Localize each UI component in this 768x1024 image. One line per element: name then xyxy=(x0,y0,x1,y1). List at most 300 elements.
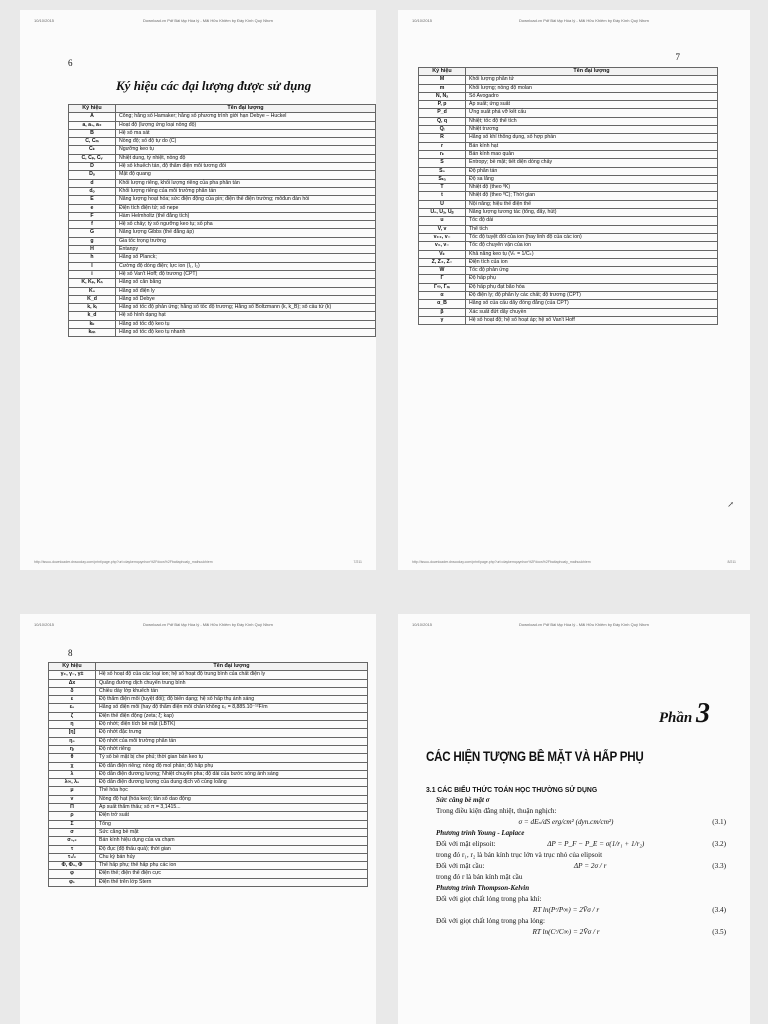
page-9 xyxy=(398,614,750,1024)
table-row xyxy=(69,279,376,287)
symbol-cell: Γ xyxy=(419,275,466,283)
header-date: 10/10/2015 xyxy=(34,622,55,627)
name-cell: Hằng số tốc độ keo tụ xyxy=(116,320,376,328)
footer-page: 8/211 xyxy=(727,560,736,564)
symbol-cell: C, Cₘ xyxy=(69,138,116,146)
page-header xyxy=(34,622,362,627)
footer-url: http://issuu-downloader.dnscoday.com/print/page.php?url=daykemquynhon%2Fdocs%2Fbaitaphoaly_maihuukhiem xyxy=(34,560,213,564)
symbol-cell: dₒ xyxy=(69,187,116,195)
equation-number: (3.2) xyxy=(712,840,726,848)
name-cell: Điện trở suất xyxy=(96,812,368,820)
page-header xyxy=(34,18,362,23)
symbol-cell: v₊, v₋ xyxy=(419,242,466,250)
name-cell: Năng lượng Gibbs (thế đẳng áp) xyxy=(116,229,376,237)
table-row xyxy=(69,129,376,137)
paragraph: Đối với mặt cầu: xyxy=(436,862,485,870)
name-cell: Hệ số hình dạng hạt xyxy=(116,312,376,320)
table-row xyxy=(419,109,718,117)
symbol-cell: R xyxy=(419,134,466,142)
header-title: Download.vn Pdf Bài tập Hóa lý - Mãi Hữu Khiêm by Đáy Kính Quý Nhơn xyxy=(143,622,274,627)
table-row xyxy=(49,804,368,812)
symbol-cell: d xyxy=(69,179,116,187)
symbol-cell: Vₖ xyxy=(419,250,466,258)
name-cell: Điện tích điện tử; số nepe xyxy=(116,204,376,212)
table-row xyxy=(419,150,718,158)
table-row xyxy=(49,721,368,729)
paragraph: Đối với mặt elipsoit: xyxy=(436,840,496,848)
symbol-cell: Q, q xyxy=(419,117,466,125)
symbol-cell: k_d xyxy=(69,312,116,320)
symbol-cell: T xyxy=(419,184,466,192)
page-title: Ký hiệu các đại lượng được sử dụng xyxy=(116,78,312,93)
name-cell: Entropy; bề mặt; tiết diện dòng chảy xyxy=(466,159,718,167)
symbol-cell: K₀ xyxy=(69,287,116,295)
symbol-cell: V, v xyxy=(419,225,466,233)
name-cell: Tốc độ tuyệt đối của ion (hay linh độ của các ion) xyxy=(466,233,718,241)
name-cell: Điện thế; điện thế điện cực xyxy=(96,870,368,878)
page-number: 7 xyxy=(675,52,680,62)
symbol-cell: Γ∞, Γₘ xyxy=(419,283,466,291)
table-row xyxy=(419,184,718,192)
equation xyxy=(426,817,726,828)
name-cell: Độ thẩm điện môi (tuyệt đối); độ biến dạng; hệ số hấp thụ ánh sáng xyxy=(96,696,368,704)
symbol-cell: α xyxy=(419,292,466,300)
symbol-cell: θ xyxy=(49,754,96,762)
table-row xyxy=(69,221,376,229)
table-row xyxy=(69,121,376,129)
table-row xyxy=(49,671,368,679)
col-name: Tên đại lượng xyxy=(116,105,376,113)
table-row xyxy=(49,845,368,853)
name-cell: Hằng số điện môi (hay độ thẩm điện môi chân không ε₀ = 8,885.10⁻¹²F/m xyxy=(96,704,368,712)
name-cell: Ứng suất phá vỡ kết cấu xyxy=(466,109,718,117)
equation xyxy=(426,927,726,938)
equation-formula: ΔP = P_F − P_E = σ(1/r₁ + 1/r₂) xyxy=(547,840,645,848)
table-row xyxy=(69,254,376,262)
name-cell: Chiều dày lớp khuếch tán xyxy=(96,687,368,695)
symbol-cell: μ xyxy=(49,787,96,795)
name-cell: Hằng số điện ly xyxy=(116,287,376,295)
symbol-cell: i xyxy=(69,270,116,278)
symbol-table xyxy=(418,67,718,325)
table-row xyxy=(69,163,376,171)
name-cell: Hệ số chảy; tỷ số ngưỡng keo tụ; số pha xyxy=(116,221,376,229)
symbol-cell: ηᵣ xyxy=(49,745,96,753)
table-row xyxy=(49,754,368,762)
name-cell: Độ sa lắng xyxy=(466,175,718,183)
table-row xyxy=(49,853,368,861)
header-title: Download.vn Pdf Bài tập Hóa lý - Mãi Hữu Khiêm by Đáy Kính Quý Nhơn xyxy=(519,622,650,627)
table-row xyxy=(419,175,718,183)
name-cell: Hoạt độ (lượng ứng loại nồng độ) xyxy=(116,121,376,129)
table-row xyxy=(419,275,718,283)
symbol-cell: ρ xyxy=(49,812,96,820)
symbol-cell: S xyxy=(419,159,466,167)
symbol-cell: N, Nₐ xyxy=(419,92,466,100)
name-cell: Hằng số của cấu dãy đồng đẳng (của CPT) xyxy=(466,300,718,308)
equation-formula: ΔP = 2σ / r xyxy=(573,862,607,870)
subheading: Sức căng bề mặt σ xyxy=(436,796,490,804)
table-row xyxy=(419,126,718,134)
page-footer xyxy=(34,560,362,564)
symbol-cell: M xyxy=(419,76,466,84)
name-cell: Độ đục (độ thấu quá); thời gian xyxy=(96,845,368,853)
table-row xyxy=(49,878,368,886)
name-cell: Thế hấp phụ; thế hấp phụ các ion xyxy=(96,862,368,870)
symbol-cell: Z, Z₊, Z₋ xyxy=(419,258,466,266)
table-row xyxy=(49,729,368,737)
table-row xyxy=(49,820,368,828)
symbol-cell: E xyxy=(69,196,116,204)
page-number: 8 xyxy=(68,648,73,658)
table-row xyxy=(69,154,376,162)
table-row xyxy=(419,267,718,275)
symbol-cell: m xyxy=(419,84,466,92)
footer-url: http://issuu-downloader.dnscoday.com/print/page.php?url=daykemquynhon%2Fdocs%2Fbaitaphoaly_maihuukhiem xyxy=(412,560,591,564)
symbol-cell: W xyxy=(419,267,466,275)
page-header xyxy=(412,18,736,23)
symbol-cell: k, kᵢ xyxy=(69,304,116,312)
header-title: Download.vn Pdf Bài tập Hóa lý - Mãi Hữu Khiêm by Đáy Kính Quý Nhơn xyxy=(519,18,650,23)
col-symbol: Ký hiệu xyxy=(419,68,466,76)
page-mark: ↗ xyxy=(727,500,734,509)
name-cell: Điện tích của ion xyxy=(466,258,718,266)
table-row xyxy=(419,142,718,150)
equation-number: (3.5) xyxy=(712,928,726,936)
name-cell: Khối lượng; nồng độ molan xyxy=(466,84,718,92)
table-row xyxy=(69,146,376,154)
name-cell: Quãng đường dịch chuyển trung bình xyxy=(96,679,368,687)
header-title: Download.vn Pdf Bài tập Hóa lý - Mãi Hữu Khiêm by Đáy Kính Quý Nhơn xyxy=(143,18,274,23)
name-cell: Hằng số Planck; xyxy=(116,254,376,262)
name-cell: Bán kính mao quản xyxy=(466,150,718,158)
symbol-cell: P_d xyxy=(419,109,466,117)
table-row xyxy=(69,295,376,303)
name-cell: Nội năng; hiệu thế điện thế xyxy=(466,200,718,208)
equation-number: (3.1) xyxy=(712,818,726,826)
section-heading: 3.1 CÁC BIỂU THỨC TOÁN HỌC THƯỜNG SỬ DỤNG xyxy=(426,785,598,794)
symbol-cell: Qᵢ xyxy=(419,126,466,134)
symbol-cell: h xyxy=(69,254,116,262)
symbol-cell: γ₊, γ₋, γ± xyxy=(49,671,96,679)
symbol-cell: u xyxy=(419,217,466,225)
name-cell: Tốc độ dài xyxy=(466,217,718,225)
page-number: 6 xyxy=(68,58,73,68)
name-cell: Mật độ quang xyxy=(116,171,376,179)
symbol-cell: A xyxy=(69,113,116,121)
symbol-cell: Dₒ xyxy=(69,171,116,179)
table-row xyxy=(419,292,718,300)
symbol-cell: C, Cₚ, Cᵥ xyxy=(69,154,116,162)
table-row xyxy=(69,329,376,337)
table-row xyxy=(69,237,376,245)
symbol-cell: Σ xyxy=(49,820,96,828)
name-cell: Hằng số khí thông dụng, số hợp phần xyxy=(466,134,718,142)
table-row xyxy=(49,837,368,845)
table-row xyxy=(419,117,718,125)
col-symbol: Ký hiệu xyxy=(69,105,116,113)
equation-formula: RT ln(Cʳ/C∞) = 2V̄σ / r xyxy=(532,928,600,936)
symbol-cell: kₙₕ xyxy=(69,329,116,337)
name-cell: Nhiệt độ (theo ºK) xyxy=(466,184,718,192)
part-number: 3 xyxy=(696,698,710,729)
table-row xyxy=(69,113,376,121)
name-cell: Thể tích xyxy=(466,225,718,233)
table-row xyxy=(419,134,718,142)
name-cell: Thế hóa học xyxy=(96,787,368,795)
table-row xyxy=(419,242,718,250)
symbol-cell: η xyxy=(49,721,96,729)
table-row xyxy=(69,287,376,295)
name-cell: Hằng số tốc độ keo tụ nhanh xyxy=(116,329,376,337)
name-cell: Khối lượng riêng, khối lượng riêng của pha phân tán xyxy=(116,179,376,187)
name-cell: Độ nhớt đặc trưng xyxy=(96,729,368,737)
name-cell: Độ hấp phụ đạt bão hòa xyxy=(466,283,718,291)
symbol-cell: t xyxy=(419,192,466,200)
name-cell: Chu kỳ bán hủy xyxy=(96,853,368,861)
symbol-cell: Cₖ xyxy=(69,146,116,154)
name-cell: Nồng độ; số độ tự do (C) xyxy=(116,138,376,146)
table-row xyxy=(49,712,368,720)
name-cell: Bán kính hạt xyxy=(466,142,718,150)
table-row xyxy=(419,308,718,316)
name-cell: Tỷ số bề mặt bị che phủ; thời gian bán keo tụ xyxy=(96,754,368,762)
table-row xyxy=(49,745,368,753)
symbol-cell: ε xyxy=(49,696,96,704)
paragraph: trong đó r là bán kính mặt cầu xyxy=(436,873,523,881)
paragraph: trong đó r₁, r₂ là bán kính trục lớn và trục nhỏ của elipsoit xyxy=(436,851,603,859)
symbol-cell: δ xyxy=(49,687,96,695)
table-row xyxy=(49,828,368,836)
table-row xyxy=(69,187,376,195)
symbol-cell: kₖ xyxy=(69,320,116,328)
name-cell: Năng lượng hoạt hóa; sức điện động của pin; điện thế điện trường; môđun đàn hồi xyxy=(116,196,376,204)
name-cell: Nhiệt; tốc độ thể tích xyxy=(466,117,718,125)
table-row xyxy=(69,304,376,312)
footer-page: 7/211 xyxy=(353,560,362,564)
col-name: Tên đại lượng xyxy=(96,663,368,671)
symbol-cell: η₀ xyxy=(49,737,96,745)
table-row xyxy=(419,217,718,225)
name-cell: Độ dẫn điện đương lượng; Nhiệt chuyển pha; độ dài của bước sóng ánh sáng xyxy=(96,770,368,778)
symbol-cell: a, a₁, a₊ xyxy=(69,121,116,129)
table-row xyxy=(419,225,718,233)
name-cell: Độ dẫn điện đương lượng của dung dịch vô cùng loãng xyxy=(96,779,368,787)
symbol-cell: S₀ xyxy=(419,167,466,175)
name-cell: Tốc độ phản ứng xyxy=(466,267,718,275)
name-cell: Độ hấp phụ xyxy=(466,275,718,283)
symbol-cell: φ₁ xyxy=(49,878,96,886)
header-date: 10/10/2015 xyxy=(412,622,433,627)
name-cell: Nồng độ hạt (hóa keo); tần số dao động xyxy=(96,795,368,803)
table-row xyxy=(69,229,376,237)
table-row xyxy=(69,212,376,220)
name-cell: Hằng số Debye xyxy=(116,295,376,303)
table-row xyxy=(49,770,368,778)
name-cell: Số Avogadro xyxy=(466,92,718,100)
name-cell: Hằng số cân bằng xyxy=(116,279,376,287)
name-cell: Hệ số hoạt độ; hệ số hoạt áp; hệ số Van't Hoff xyxy=(466,316,718,324)
col-symbol: Ký hiệu xyxy=(49,663,96,671)
table-row xyxy=(419,92,718,100)
table-row xyxy=(419,209,718,217)
table-row xyxy=(69,196,376,204)
symbol-cell: λ xyxy=(49,770,96,778)
symbol-cell: τ₁/₂ xyxy=(49,853,96,861)
table-row xyxy=(49,795,368,803)
name-cell: Nhiệt dung, tỷ nhiệt, nồng độ xyxy=(116,154,376,162)
equation xyxy=(426,839,726,850)
table-row xyxy=(419,258,718,266)
name-cell: Cường độ dòng điện; lực ion (I₁, I₂) xyxy=(116,262,376,270)
table-row xyxy=(69,179,376,187)
table-row xyxy=(69,270,376,278)
table-row xyxy=(419,283,718,291)
symbol-cell: r xyxy=(419,142,466,150)
symbol-cell: σ xyxy=(49,828,96,836)
symbol-cell: Δx xyxy=(49,679,96,687)
symbol-table xyxy=(48,662,368,887)
symbol-cell: α_B xyxy=(419,300,466,308)
name-cell: Tốc độ chuyển vận của ion xyxy=(466,242,718,250)
table-row xyxy=(69,171,376,179)
name-cell: Hàm Helmholtz (thế đẳng tích) xyxy=(116,212,376,220)
symbol-cell: I xyxy=(69,262,116,270)
name-cell: Xác suất đứt dây chuyền xyxy=(466,308,718,316)
name-cell: Độ dẫn điện riêng; nồng độ mol phần; độ hấp phụ xyxy=(96,762,368,770)
subheading: Phương trình Young - Laplace xyxy=(436,829,525,837)
name-cell: Ngưỡng keo tụ xyxy=(116,146,376,154)
symbol-cell: σ₁,₂ xyxy=(49,837,96,845)
name-cell: Áp suất; ứng suất xyxy=(466,101,718,109)
name-cell: Hằng số tốc độ phản ứng; hằng số tốc độ trương; Hằng số Boltzmann (k, k_B); số cầu tử (k) xyxy=(116,304,376,312)
name-cell: Công; hằng số Hamaker; hằng số phương trình giới hạn Debye – Huckel xyxy=(116,113,376,121)
symbol-cell: Sₛₐ xyxy=(419,175,466,183)
name-cell: Hệ số khuếch tán, độ thẩm điện môi tương đối xyxy=(116,163,376,171)
symbol-cell: γ xyxy=(419,316,466,324)
name-cell: Độ điện ly; độ phân ly các chất; độ trương (CPT) xyxy=(466,292,718,300)
table-row xyxy=(49,862,368,870)
page-header xyxy=(412,622,736,627)
name-cell: Hệ số Van't Hoff; độ trương (CPT) xyxy=(116,270,376,278)
symbol-cell: B xyxy=(69,129,116,137)
header-date: 10/10/2015 xyxy=(412,18,433,23)
name-cell: Nhiệt độ (theo ºC); Thời gian xyxy=(466,192,718,200)
page-7 xyxy=(398,10,750,570)
symbol-cell: ν xyxy=(49,795,96,803)
name-cell: Áp suất thẩm thấu; số π = 3,1415... xyxy=(96,804,368,812)
symbol-cell: G xyxy=(69,229,116,237)
symbol-cell: F xyxy=(69,212,116,220)
symbol-cell: φ xyxy=(49,870,96,878)
table-row xyxy=(419,250,718,258)
symbol-cell: K, Kₚ, Kₙ xyxy=(69,279,116,287)
symbol-cell: rₖ xyxy=(419,150,466,158)
table-row xyxy=(49,762,368,770)
name-cell: Độ nhớt riêng xyxy=(96,745,368,753)
symbol-cell: g xyxy=(69,237,116,245)
name-cell: Hệ số hoạt độ của các loại ion; hệ số hoạt độ trung bình của chất điện ly xyxy=(96,671,368,679)
symbol-cell: U xyxy=(419,200,466,208)
symbol-cell: v₊₊, v₋ xyxy=(419,233,466,241)
part-label: Phần xyxy=(658,710,693,726)
table-row xyxy=(49,812,368,820)
paragraph: Đối với giọt chất lỏng trong pha khí: xyxy=(436,895,542,903)
symbol-cell: Φ, Φ₀, Φ xyxy=(49,862,96,870)
symbol-cell: Π xyxy=(49,804,96,812)
symbol-cell: τ xyxy=(49,845,96,853)
table-row xyxy=(419,76,718,84)
symbol-cell: P, p xyxy=(419,101,466,109)
table-row xyxy=(419,84,718,92)
table-row xyxy=(69,138,376,146)
table-row xyxy=(419,192,718,200)
table-row xyxy=(419,200,718,208)
name-cell: Độ nhớt; điện tích bề mặt (LBTK) xyxy=(96,721,368,729)
name-cell: Khối lượng phân tử xyxy=(466,76,718,84)
equation-number: (3.3) xyxy=(712,862,726,870)
symbol-cell: ζ xyxy=(49,712,96,720)
equation-formula: σ = dEₛ/dS erg/cm² (dyn.cm/cm²) xyxy=(518,818,614,826)
page-footer xyxy=(412,560,736,564)
equation xyxy=(426,861,726,872)
table-row xyxy=(49,696,368,704)
table-row xyxy=(419,167,718,175)
name-cell: Năng lượng tương tác (tổng, đẩy, hút) xyxy=(466,209,718,217)
paragraph: Đối với giọt chất lỏng trong pha lỏng: xyxy=(436,917,546,925)
table-row xyxy=(49,870,368,878)
equation-formula: RT ln(Pʳ/P∞) = 2V̄σ / r xyxy=(532,906,600,914)
name-cell: Nhiệt trương xyxy=(466,126,718,134)
name-cell: Điện thế điện động (zeta; ξ; kap) xyxy=(96,712,368,720)
name-cell: Khối lượng riêng của môi trường phân tán xyxy=(116,187,376,195)
table-row xyxy=(69,246,376,254)
paragraph: Trong điều kiện đẳng nhiệt, thuận nghịch: xyxy=(436,807,557,815)
symbol-cell: K_d xyxy=(69,295,116,303)
symbol-cell: ε₀ xyxy=(49,704,96,712)
table-row xyxy=(49,787,368,795)
symbol-cell: [η] xyxy=(49,729,96,737)
table-row xyxy=(69,262,376,270)
page-8 xyxy=(20,614,376,1024)
table-row xyxy=(419,316,718,324)
symbol-cell: H xyxy=(69,246,116,254)
page-6 xyxy=(20,10,376,570)
name-cell: Độ phân tán xyxy=(466,167,718,175)
part-heading xyxy=(659,698,710,730)
name-cell: Sức căng bề mặt xyxy=(96,828,368,836)
header-date: 10/10/2015 xyxy=(34,18,55,23)
symbol-cell: D xyxy=(69,163,116,171)
symbol-cell: χ xyxy=(49,762,96,770)
name-cell: Bán kính hiệu dụng của va chạm xyxy=(96,837,368,845)
symbol-cell: e xyxy=(69,204,116,212)
subheading: Phương trình Thompson-Kelvin xyxy=(436,884,530,892)
equation xyxy=(426,905,726,916)
name-cell: Gia tốc trọng trường xyxy=(116,237,376,245)
name-cell: Hệ số ma sát xyxy=(116,129,376,137)
equation-number: (3.4) xyxy=(712,906,726,914)
table-row xyxy=(69,204,376,212)
table-row xyxy=(69,312,376,320)
chapter-title: CÁC HIỆN TƯỢNG BỀ MẶT VÀ HẤP PHỤ xyxy=(426,749,644,764)
chapter-body xyxy=(426,784,726,938)
name-cell: Khả năng keo tụ (Vₖ = 1/Cₖ) xyxy=(466,250,718,258)
symbol-cell: U₀, Uₐ, Uᵦ xyxy=(419,209,466,217)
table-row xyxy=(49,779,368,787)
table-row xyxy=(69,320,376,328)
table-row xyxy=(49,679,368,687)
